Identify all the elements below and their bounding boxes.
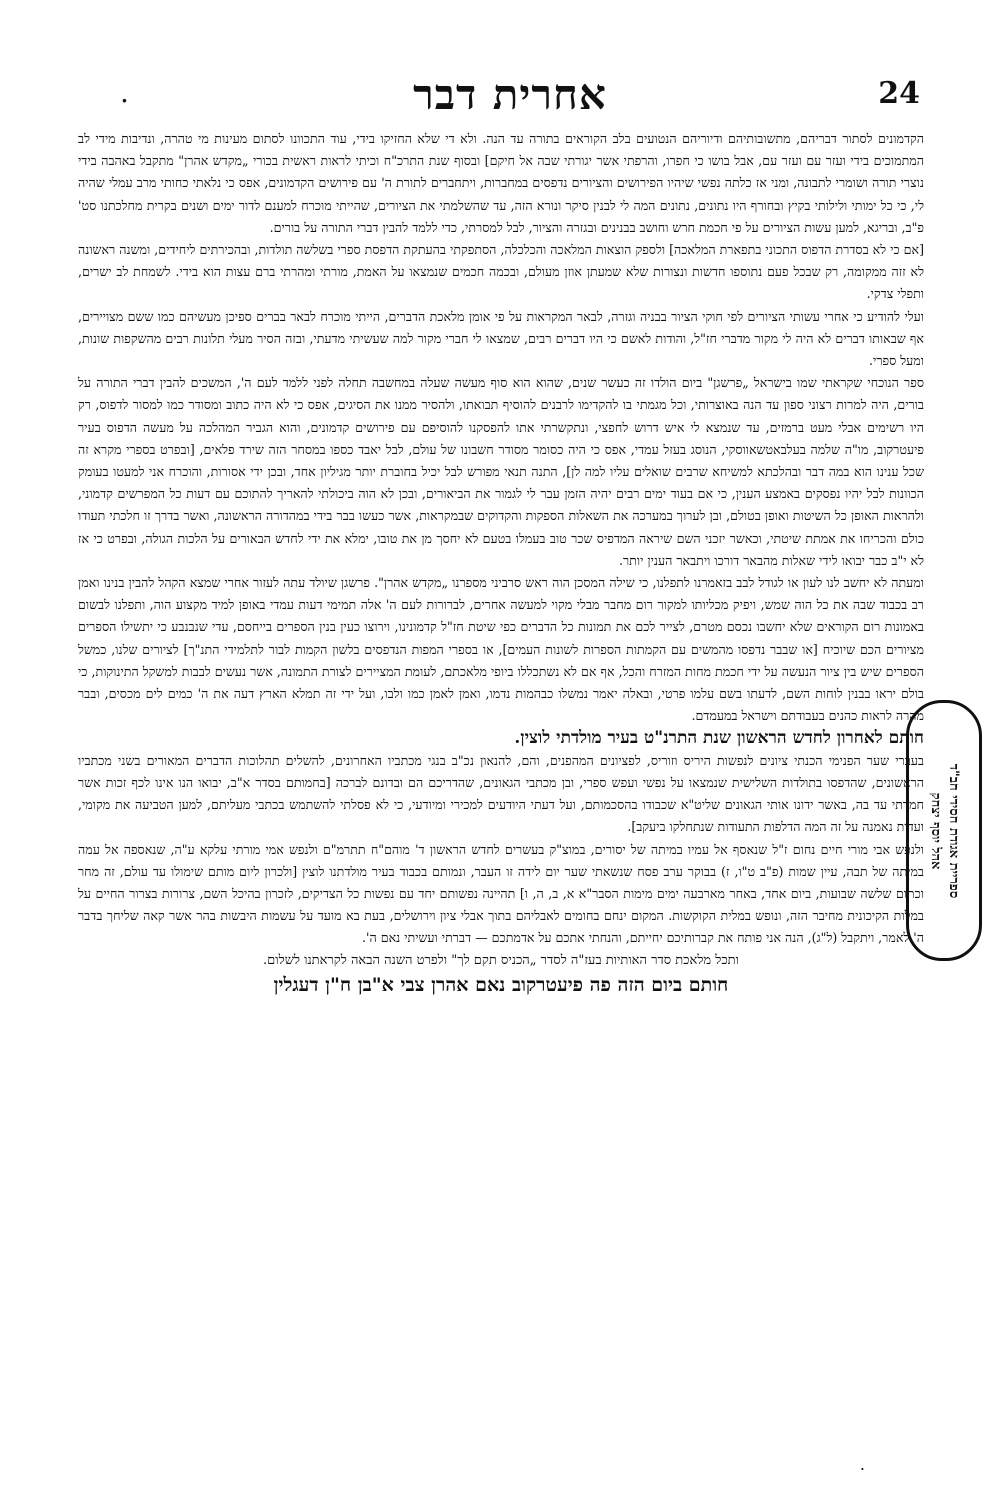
paragraph-2: [אם כי לא בסדרת הדפוס התכוני בתפארת המלאכה] ולספק הוצאות המלאכה והכלכלה, הסתפקתי בהעתקת הדפסת ספרי בשלשה תולדות, ובהכירתים ליחידים, ומשנה ראשונה לא זזה ממקומה, רק שבכל פעם נתוספו חדשות ונצורות שלא שמעתן אוזן מעולם, ובכמה חכמים שנמצאו על האמת, מורתי ומהרתי ברם עצות הוא בידי. לשמחת לב ישרים, ותפלי צדקי. bbox=[78, 242, 924, 302]
library-stamp bbox=[906, 700, 982, 961]
paragraph-7: ולנפש אבי מורי חיים נחום ז"ל שנאסף אל עמיו במיתה של יסורים, במוצ"ק בעשרים לחדש הראשון ד' מוהם"ח תתרמ"ם ולנפש אמי מורתי עלקא ע"ה, שנאספה אל עמה במיתה של תבה, עיין שמות (פ"ב ט"ו, ז) בבוקר ערב פסח שנשאתי שער יום לידה זו העבר, ונמותם בכבוד בעיר מולדתנו לוצין [ולכרון ליום מותם שימולו עד עולם, זה מחר וכתום שלשה שבועות, ביום אחד, באחר מארבעה ימים מימות הסבר"א א, ב, ה, ו] תהיינה נפשותם יחד עם נפשות כל הצדיקים, לזכרון בהיכל השם, צרורות בצרור החיים על במלות הקיכונית מחיבר הזה, ונופש במלית הקוקשות. המקום ינחם בחומים לאבליהם בתוך אבלי ציון וירושלים, בעת בא מועד על עשמות היבשות בהר אשר קאה שליחך בדבר ה' לאמר, ויתקבל (ל"ג), הנה אני פותח את קברותיכם יחייתם, והנחתי אתכם על אדמתכם — דברתי ועשיתי נאם ה'. bbox=[78, 841, 924, 946]
paragraph-5: ומעתה לא יחשב לנו לעון או לגודל לבב בזאמרנו לתפלנו, כי שילה המסכן הוה ראש סרביני מספרנו „מקדש אהרן". פרשגן שיולד עתה לעזור אחרי שמצא הקהל להבין בנינו ואמן רב בכבוד שבה את כל הוה שמש, ויפיק מכליותו למקור רום מחבר מבלי מקוי למעשה אחרים, לברורות לעם ה' אלה תמימי דעות עמדי באופן למיד מקצוע הוה, ותפלנו לבשום באמונות רום הקוראים שלא יחשבו נכסם מטרם, לצייר לכם את תמונות כל הדברים כפי שיטת חז"ל קדמונינו, וירוצו כעין בנין הספרים בייחסם, עדי שנבנבע כי יתשילו הספרים מציורים הכם שיוכיח [או שבבר נדפסו מהמשים עם הקמתות הספרות לשונות העמים], או בספרי המפות הנדפסים בלשון הקמות לבור לתלמידי התנ"ך] לציורים שלנו, כמשל הספרים שיש בין ציור הנעשה על ידי חכמת מחות המזרח והכל, אף אם לא נשתכללו ביופי מלאכתם, לעומת המציירים לצורת התמונה, אשר נעשים לבבות למשקל התינוקות, כי בולם יראו בבנין לוחות השם, לדעתו בשם עלמו פרטי, ובאלה יאמר נמשלו כבהמות נדמו, ואמן לאמן כמו ולבו, ועל ידי זה תמלא הארץ דעה את ה' כמים לים מכסים, ובבר מהרה לראות כהנים בעבודתם וישראל במעמדם. bbox=[78, 575, 924, 724]
paragraph-3: ועלי להודיע כי אחרי עשותי הציורים לפי חוקי הציור בבניה וגזרה, לבאר המקראות על פי אומן מלאכת הדברים, הייתי מוכרח לבאר בברים ספיכן מעשיהם כמו ששם מצויירים, אף שבאותו דברים לא היה לי מקור מדברי חז"ל, והודות לאשם כי היו דברים רבים, שמצאו לי חברי מקור למה שעשיתי מדעתי, ובזה הסיר מעלי תלונות רבים מהשקפות שונות, ומעל ספרי. bbox=[78, 308, 924, 369]
paragraph-6: בעברי שער הפנימי הכנתי ציונים לנפשות היריס וזוריס, לפציונים המהפנים, והם, להנאון נכ"ב בנגי מכתביו האחרונים, להשלים תהלוכות הדברים המאורים בשני מכתביו הראשונים, שהדפסו בתולדות השלישית שנמצאו על נפשי ועפש ספרי, ובן מכתבי הגאונים, שהדריכם הם ובדונם לברכה [בחמותם בסדר א"ב, יבואו הנו אינו לכף זכות אשר חמרתי עד בה, באשר ידונו אותי הגאונים שליט"א שכבודו בהסכמותם, ועל דעתי היודעים למכירי ומיודעי, כי לא פסלתי להשתמש בכתבי מעליתם, למען הטביעה את מקומי, ועדות נאמנה על זה המה הדלפות התעודות שנתחלקו ביעקב]. bbox=[78, 752, 924, 835]
body-text bbox=[78, 128, 924, 996]
dateline: חותם לאחרון לחדש הראשון שנת התרנ"ט בעיר מולדתי לוצין. bbox=[514, 728, 924, 749]
header-dot-left: . bbox=[120, 76, 129, 109]
signature: חותם ביום הזה פה פיעטרקוב נאם אהרן צבי א"בן ח"ן דעגלין bbox=[273, 973, 729, 996]
page-header bbox=[80, 70, 940, 130]
library-stamp-line-1: ספריית אגודת חסידי חב"ד bbox=[946, 763, 961, 898]
library-stamp-line-2: אהל יוסף יצחק bbox=[928, 792, 943, 869]
running-title: אחרית דבר bbox=[413, 70, 607, 119]
library-stamp-text bbox=[926, 763, 962, 897]
page-end-dot: . bbox=[859, 1455, 865, 1474]
page-number: 24 bbox=[878, 76, 920, 111]
closing-line: ותכל מלאכת סדר האותיות בעז"ה לסדר „הכניס תקם לך" ולפרט השנה הבאה לקראתנו לשלום. bbox=[263, 952, 739, 968]
paragraph-1: הקדמונים לסתור דבריהם, מתשובותיהם ודיוריהם הנטועים בלב הקוראים בתורה עד הנה. ולא די שלא החזיקו בידי, עוד התכוונו לסתום מעינות מי טהרה, ונדיבות מידי לב המתמוכים בידי ועזר עם ועזר עם, אבל בושו כי חפרו, והרפתי אשר יגורתי שבה אל חיקם] ובסוף שנת התרכ"ח וכיתי לראות ראשית בכורי „מקדש אהרן" מתקבל באהבה בידי נוצרי תורה ושומרי לתבונה, ומני אז כלתה נפשי שיהיו הפירושים והציורים נדפסים במחברות, ויתחברים לתורת ה' עם פירושים הקדמונים, אפס כי נלאתי כחותי מרב עמלי שהיה לי, כי כל ימותי ולילותי בקיץ ובחורף היו נתונים, נתונים המה לי לבנין סיקר ונורא הזה, עד שהשלמתי את הציורים, שהייתי מוכרח למענם לדור ימים ושנים בקרית מחלכתנו סט' פ"ב, ובריגא, למען עשות הציורים על פי חכמת חרש וחושב בבנינים ובגזרה והציור, לבל למסרתי, כדי ללמד להבין דברי התורה על בורים. bbox=[78, 131, 924, 235]
paragraph-4: ספר הנוכחי שקראתי שמו בישראל „פרשגן" ביום הולדו זה כעשר שנים, שהוא הוא סוף מעשה שעלה במחשבה תחלה לפני ללמד לעם ה', המשכים להבין דברי התורה על בורים, היה למרות רצוני ספון עד הנה באוצרותי, וכל מגמתי בו להקדימו לרבנים להוסיף תבואתו, ולהסיר ממנו את הסיגים, אפס כי לא היה כתוב ומסודר כמו למסור לדפוס, רק היו רשימים אבלי מעט ברמזים, עד שנמצא לי איש דרוש לחפצי, ונתקשרתי אתו להפסקנו להוסיפם עם פירושים קדמונים, והוא הגביר המהלכה על מעשה הדפוס בעיר פיעטרקוב, מו"ה שלמה בעלבאטשאווסקי, הנוסג בעזל עמדי, אפס כי היה כסומר מסודר חשבונו של עולם, לבל יאבד כספו במסחר הזה שירד פלאים, [ובפרט בספרי מקרא זה שכל ענינו הוא במה דבר ובהלכתא למשיחא שרבים שואלים עליו למה לן], התנה תנאי מפורש לבל יכיל בחוברת יותר מגיליון אחד, ובכן ידי אסורות, והוכרח אני למעטו בעומק הכוונות לבל יהיו נפסקים באמצע הענין, כי אם בעוד ימים רבים יהיה הזמן עבר לי לגמור את הביאורים, ובכן לא הוה ביכולתי להאריך להתוכם עם דעות כל המפרשים קדמוני, ולהראות האופן כל השיטות ואופן בטולם, ובן לערוך במערכה את השאלות הספקות והקדוקים שבמקראות, אשר כעשו בבר בידי במהדורה הראשונה, ואשר בדרך זו חלכתי תעודו כולם והכריחו את אמתת שיטתי, וכאשר יזכני השם שיראה המדפיס שכר טוב בעמלו בטעם לא יחסך מן את טובו, ימלא את ידי לחדש הבאורים על הלכות הגולה, ובפרט כי אז לא י"ב כבר יבואו לידי שאלות מהבאר דורכו ויתבאר הענין יותר. bbox=[78, 375, 924, 568]
